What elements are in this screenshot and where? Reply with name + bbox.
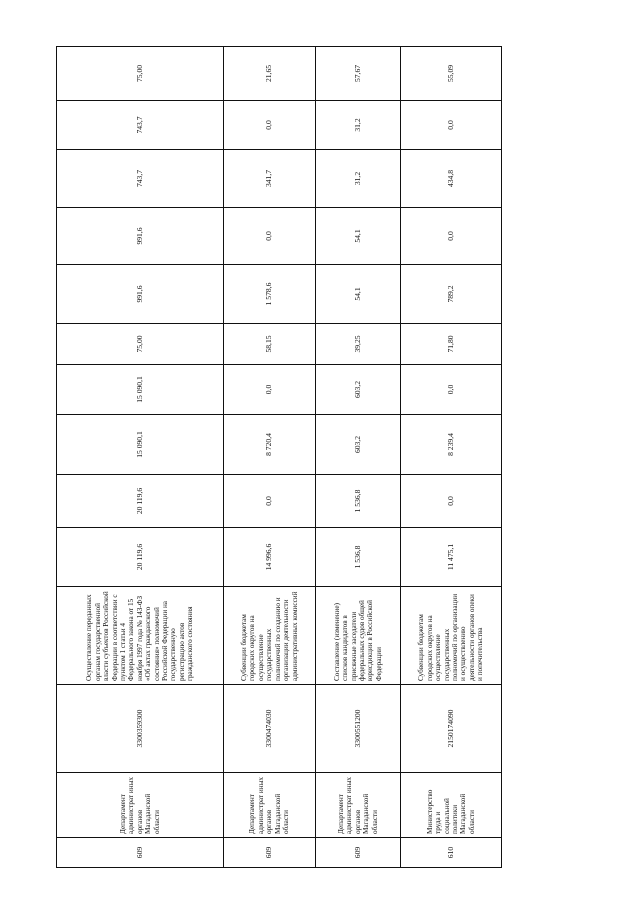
cell-organization: Департамент администрат иных органов Магаданской области xyxy=(118,776,161,834)
cell-code: 3300474030 xyxy=(264,709,274,748)
cell-number: 610 xyxy=(445,846,455,859)
cell-number: 609 xyxy=(352,846,362,859)
cell-value-2: 0,0 xyxy=(264,496,274,506)
cell-value-1: 20 119,6 xyxy=(134,543,144,571)
cell-organization: Департамент администрат иных органов Магаданской области xyxy=(248,776,291,834)
cell-value-8: 743,7 xyxy=(134,169,144,188)
cell-value-10: 55,09 xyxy=(445,64,455,83)
cell-value-9: 0,0 xyxy=(445,120,455,130)
cell-value-6: 789,2 xyxy=(445,285,455,303)
cell-number: 609 xyxy=(264,846,274,859)
cell-value-9: 0,0 xyxy=(264,120,274,130)
cell-value-4: 0,0 xyxy=(445,384,455,395)
cell-value-7: 991,6 xyxy=(134,227,144,245)
cell-value-9: 31,2 xyxy=(352,118,362,132)
cell-number: 609 xyxy=(134,846,144,859)
cell-value-1: 1 536,8 xyxy=(352,545,362,569)
cell-value-6: 1 578,6 xyxy=(264,282,274,306)
cell-description: Субвенции бюджетам городских округов на осуществление государственных полномочий по созданию и организации деятельности административных комиссий xyxy=(240,591,299,681)
table-column-rule xyxy=(56,867,501,868)
cell-value-1: 11 475,1 xyxy=(445,543,455,571)
cell-value-4: 15 090,1 xyxy=(134,376,144,403)
cell-value-8: 31,2 xyxy=(352,171,362,186)
cell-value-5: 58,15 xyxy=(264,335,274,353)
cell-code: 3300551200 xyxy=(352,709,362,748)
cell-value-3: 8 720,4 xyxy=(264,433,274,456)
cell-value-7: 54,1 xyxy=(352,229,362,243)
cell-code: 3300359300 xyxy=(134,709,144,748)
cell-value-2: 1 536,8 xyxy=(352,489,362,513)
cell-value-2: 20 119,6 xyxy=(134,487,144,515)
cell-value-10: 21,65 xyxy=(264,64,274,83)
cell-description: Субвенции бюджетам городских округов на осуществление государственных полномочий по организации и осуществлению деятельности органов опеки и попечительства xyxy=(417,593,485,681)
cell-value-3: 8 239,4 xyxy=(445,433,455,456)
cell-value-3: 15 090,1 xyxy=(134,431,144,458)
cell-value-4: 0,0 xyxy=(264,384,274,395)
cell-value-3: 603,2 xyxy=(352,435,362,454)
cell-value-5: 71,80 xyxy=(445,335,455,353)
cell-value-5: 75,00 xyxy=(134,335,144,353)
cell-value-7: 0,0 xyxy=(445,231,455,241)
cell-value-4: 603,2 xyxy=(352,380,362,399)
cell-value-10: 75,00 xyxy=(134,64,144,83)
cell-code: 2150174090 xyxy=(445,709,455,748)
cell-value-8: 341,7 xyxy=(264,169,274,188)
cell-organization: Министерство труда и социальной политики Магаданской области xyxy=(425,789,476,834)
cell-value-6: 54,1 xyxy=(352,287,362,301)
cell-value-10: 57,67 xyxy=(352,64,362,83)
cell-value-5: 39,25 xyxy=(352,335,362,353)
cell-organization: Департамент администрат иных органов Магаданской области xyxy=(336,776,379,834)
cell-description: Осуществление переданных органам государственной власти субъектов Российской Федерации в соответствии с пунктом 1 статьи 4 Федерального закона от 15 ноября 1997 года № 143-ФЗ «Об актах гражданского состояния» полномочий Российской Федерации на государственную регистрацию актов гражданского состояния xyxy=(85,591,195,681)
cell-value-9: 743,7 xyxy=(134,116,144,134)
cell-value-2: 0,0 xyxy=(445,496,455,506)
cell-value-1: 14 996,6 xyxy=(264,543,274,571)
cell-value-8: 434,8 xyxy=(445,169,455,188)
cell-value-6: 991,6 xyxy=(134,285,144,303)
table-row-rule xyxy=(501,46,502,868)
cell-description: Составление (изменение) списков кандидатов в присяжные заседатели федеральных судов общей юрисдикции в Российской Федерации xyxy=(332,600,383,681)
cell-value-7: 0,0 xyxy=(264,231,274,241)
